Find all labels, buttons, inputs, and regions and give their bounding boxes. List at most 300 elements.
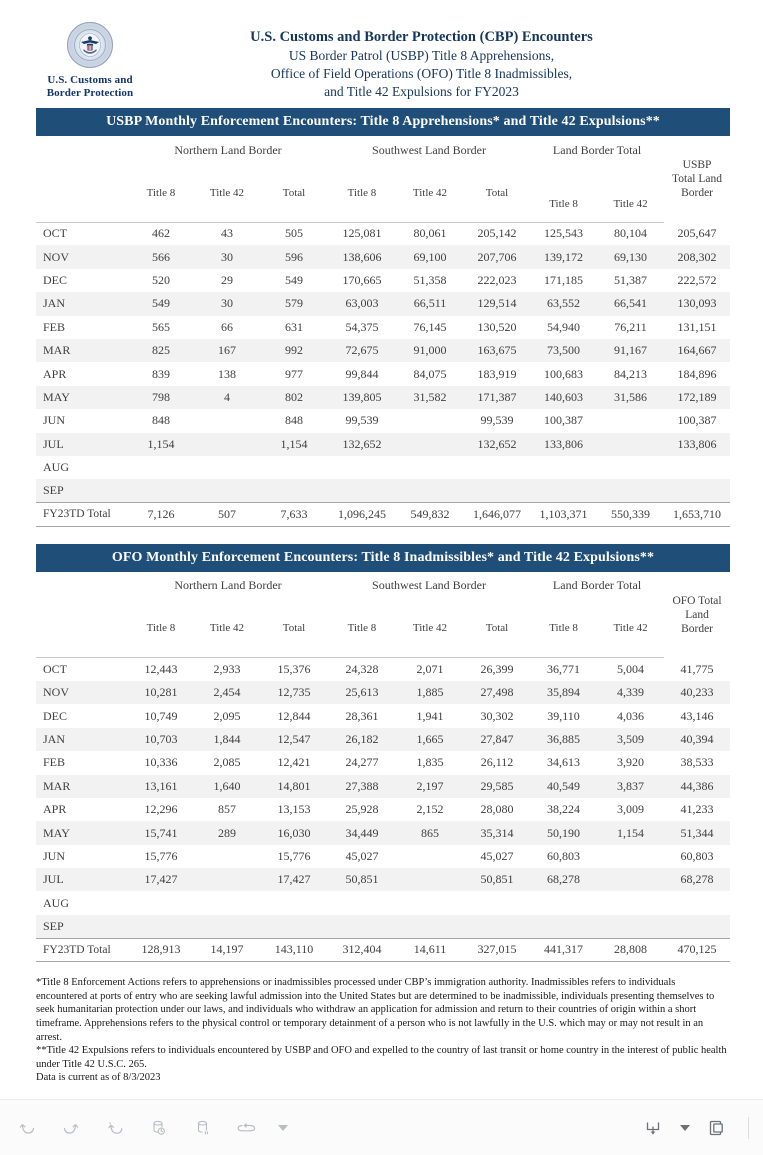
table-row (36, 704, 730, 727)
usbp-grand-line2: Total Land (672, 173, 723, 185)
table-cell (530, 891, 597, 914)
table-row (36, 456, 730, 479)
table-cell: 38,224 (547, 802, 581, 817)
usbp-table-section (0, 108, 763, 527)
table-cell: 289 (194, 821, 260, 844)
document-header (0, 0, 763, 108)
table-cell: 26,112 (480, 755, 514, 770)
table-cell: 205,142 (477, 226, 517, 241)
table-total-cell: 14,611 (396, 938, 464, 961)
table-row (36, 868, 730, 891)
table-cell: 27,847 (464, 728, 530, 751)
table-cell: 35,314 (464, 821, 530, 844)
table-cell (597, 456, 664, 479)
table-cell (597, 479, 664, 502)
table-total-cell: 550,339 (597, 503, 664, 526)
table-cell: 40,233 (664, 681, 730, 704)
table-cell: 51,387 (614, 272, 648, 287)
table-cell: 1,844 (194, 728, 260, 751)
cbp-logo-line2: Border Protection (46, 87, 134, 99)
table-cell: 30,302 (480, 708, 514, 723)
undo-icon[interactable] (14, 1115, 40, 1141)
table-cell: 76,145 (413, 319, 447, 334)
table-cell: 15,776 (144, 848, 178, 863)
table-cell: 3,009 (617, 802, 645, 817)
table-cell: 167 (194, 339, 260, 362)
table-cell: 15,741 (128, 821, 194, 844)
ofo-corner-cell (36, 572, 128, 600)
table-cell: 183,919 (477, 366, 517, 381)
refresh-data-source-icon[interactable] (146, 1115, 172, 1141)
table-cell (128, 915, 194, 938)
table-cell: 1,941 (416, 708, 444, 723)
table-total-cell: 1,646,077 (464, 503, 530, 526)
table-cell: 99,539 (345, 413, 379, 428)
table-row (36, 245, 730, 268)
usbp-sub-n-title8: Title 8 (128, 164, 194, 222)
table-cell: 26,399 (480, 662, 514, 677)
table-spacer (0, 527, 763, 544)
table-cell: 184,896 (677, 366, 717, 381)
table-cell: 3,920 (617, 755, 645, 770)
toolbar-right-group (640, 1115, 749, 1141)
table-cell (260, 891, 328, 914)
usbp-sub-s-title8: Title 8 (328, 164, 396, 222)
table-cell: 40,394 (664, 728, 730, 751)
table-cell (597, 891, 664, 914)
table-row (36, 915, 730, 938)
table-cell: 45,027 (480, 848, 514, 863)
table-cell: 207,706 (464, 245, 530, 268)
table-cell (396, 433, 464, 456)
ofo-sub-n-total: Total (260, 600, 328, 658)
table-cell: 66,541 (597, 292, 664, 315)
toolbar-divider (748, 1117, 749, 1139)
usbp-table-head (36, 136, 730, 222)
table-cell: 68,278 (664, 868, 730, 891)
table-cell: 131,151 (677, 319, 717, 334)
eagle-glyph (78, 32, 102, 58)
table-cell: 798 (128, 386, 194, 409)
ofo-sub-s-total: Total (464, 600, 530, 658)
table-cell: 631 (285, 319, 303, 334)
table-row (36, 316, 730, 339)
table-row (36, 845, 730, 868)
usbp-sub-header-row (36, 164, 730, 222)
table-cell: 17,427 (260, 868, 328, 891)
table-cell: 1,885 (396, 681, 464, 704)
usbp-total-label: FY23TD Total (36, 503, 128, 526)
download-dropdown-caret-icon[interactable] (680, 1125, 690, 1131)
table-cell: 80,104 (614, 226, 648, 241)
usbp-row-month: JUL (36, 433, 128, 456)
table-cell: 35,894 (530, 681, 597, 704)
table-total-cell: 441,317 (530, 938, 597, 961)
table-cell: 839 (152, 366, 170, 381)
table-cell: 549 (128, 292, 194, 315)
table-cell: 566 (128, 245, 194, 268)
usbp-grand-line1: USBP (682, 159, 712, 171)
table-cell (328, 891, 396, 914)
table-cell (194, 479, 260, 502)
ofo-grand-line3: Border (681, 622, 713, 635)
ofo-sub-s-title8: Title 8 (328, 600, 396, 658)
table-cell: 25,613 (328, 681, 396, 704)
table-row (36, 292, 730, 315)
usbp-sub-l-title42: Title 42 (597, 164, 664, 222)
table-cell: 41,233 (680, 802, 714, 817)
table-cell: 99,844 (345, 366, 379, 381)
table-cell: 10,336 (144, 755, 178, 770)
table-cell (597, 433, 664, 456)
ofo-row-month: JAN (36, 728, 128, 751)
table-cell: 4,036 (617, 708, 645, 723)
ofo-row-month: SEP (36, 915, 128, 938)
usbp-group-header-row (36, 136, 730, 164)
ofo-band-title: OFO Monthly Enforcement Encounters: Title 8 Inadmissibles* and Title 42 Expulsions** (36, 544, 730, 572)
table-cell: 2,085 (213, 755, 241, 770)
table-cell: 29 (221, 272, 233, 287)
table-row (36, 269, 730, 292)
table-cell (664, 456, 730, 479)
table-cell: 54,375 (345, 319, 379, 334)
table-cell: 69,100 (396, 245, 464, 268)
usbp-row-month: JUN (43, 413, 66, 428)
table-cell: 140,603 (530, 386, 597, 409)
table-cell (194, 915, 260, 938)
usbp-group-southwest: Southwest Land Border (372, 142, 486, 157)
table-cell: 28,361 (345, 708, 379, 723)
table-cell (396, 456, 464, 479)
usbp-group-northern: Northern Land Border (174, 142, 282, 157)
table-cell: 76,211 (614, 319, 647, 334)
table-cell: 50,190 (530, 821, 597, 844)
table-cell: 100,683 (544, 366, 584, 381)
ofo-month-header (36, 600, 128, 658)
ofo-sub-s-title42: Title 42 (396, 600, 464, 658)
table-total-cell: 507 (194, 503, 260, 526)
table-cell: 848 (285, 413, 303, 428)
usbp-group-grandtotal (664, 136, 730, 222)
table-row (36, 386, 730, 409)
table-cell: 549 (285, 272, 303, 287)
table-cell: 30 (194, 292, 260, 315)
table-cell: 130,093 (664, 292, 730, 315)
ofo-row-month: AUG (43, 895, 69, 910)
table-cell (396, 479, 464, 502)
ofo-row-month: MAY (36, 821, 128, 844)
table-cell: 54,940 (547, 319, 581, 334)
table-cell (464, 456, 530, 479)
table-cell: 63,003 (328, 292, 396, 315)
table-cell: 26,182 (328, 728, 396, 751)
toolbar-left-group (14, 1115, 288, 1141)
redo-icon[interactable] (58, 1115, 84, 1141)
table-cell: 34,449 (328, 821, 396, 844)
table-cell: 73,500 (530, 339, 597, 362)
table-row (36, 339, 730, 362)
table-row (36, 891, 730, 914)
ofo-sub-l-title42: Title 42 (597, 600, 664, 658)
usbp-row-month: OCT (43, 226, 67, 241)
table-cell: 66 (221, 319, 233, 334)
table-cell: 66,511 (396, 292, 464, 315)
table-row (36, 798, 730, 821)
table-cell: 24,277 (345, 755, 379, 770)
table-cell: 12,296 (144, 802, 178, 817)
table-cell: 41,775 (680, 661, 714, 676)
table-total-cell: 312,404 (328, 938, 396, 961)
table-cell (260, 479, 328, 502)
table-cell (128, 479, 194, 502)
table-cell: 25,928 (345, 802, 379, 817)
ofo-grand-line2: Land (685, 608, 709, 621)
table-cell: 802 (260, 386, 328, 409)
title-line2: US Border Patrol (USBP) Title 8 Apprehensions, (288, 48, 555, 63)
table-cell: 520 (152, 272, 170, 287)
table-cell: 1,665 (396, 728, 464, 751)
table-row (36, 728, 730, 751)
table-cell: 12,844 (277, 708, 311, 723)
footnotes (0, 962, 763, 1085)
table-cell: 29,585 (464, 775, 530, 798)
table-cell: 27,388 (328, 775, 396, 798)
table-cell (464, 915, 530, 938)
table-cell (128, 891, 194, 914)
table-cell (194, 433, 260, 456)
table-cell (396, 891, 464, 914)
table-cell: 125,543 (544, 226, 584, 241)
table-cell: 1,640 (194, 775, 260, 798)
table-cell (597, 845, 664, 868)
table-cell (464, 891, 530, 914)
table-total-cell: 1,096,245 (328, 503, 396, 526)
pause-automatic-updates-icon[interactable] (190, 1115, 216, 1141)
table-row (36, 362, 730, 385)
table-cell (194, 456, 260, 479)
table-total-cell: 28,808 (597, 938, 664, 961)
reset-icon[interactable] (102, 1115, 128, 1141)
ofo-row-month: OCT (43, 662, 67, 677)
table-cell (396, 868, 464, 891)
table-total-row (36, 503, 730, 526)
table-cell: 505 (285, 226, 303, 241)
table-cell: 68,278 (530, 868, 597, 891)
footnote-title8: *Title 8 Enforcement Actions refers to apprehensions or inadmissibles processed under CBP’s immigration authority. Inadmissibles refers to individuals encountered at ports of entry who are seeking lawful admission into the United States but are determined to be inadmissible, individuals presenting themselves to seek humanitarian protection under our laws, and individuals who withdraw an application for admission and return to their countries of origin within a short timeframe. Apprehensions refers to the physical control or temporary detainment of a person who is not lawfully in the U.S. which may or may not result in an arrest. (36, 977, 715, 1043)
table-cell: 2,933 (213, 662, 241, 677)
table-cell (194, 868, 260, 891)
ofo-row-month: NOV (36, 681, 128, 704)
duplicate-share-icon[interactable] (704, 1115, 730, 1141)
table-cell: 1,154 (597, 821, 664, 844)
table-cell: 15,376 (277, 662, 311, 677)
table-cell: 1,154 (128, 433, 194, 456)
usbp-row-month: SEP (36, 479, 128, 502)
ofo-row-month: FEB (43, 755, 66, 770)
table-total-cell: 1,653,710 (664, 503, 730, 526)
table-cell: 579 (260, 292, 328, 315)
table-cell: 139,805 (328, 386, 396, 409)
title-line4: and Title 42 Expulsions for FY2023 (324, 84, 519, 99)
table-cell: 992 (260, 339, 328, 362)
table-cell: 977 (285, 366, 303, 381)
table-cell: 3,509 (597, 728, 664, 751)
table-cell: 171,387 (464, 386, 530, 409)
table-total-cell: 470,125 (664, 938, 730, 961)
table-cell: 172,189 (664, 386, 730, 409)
ofo-sub-header-row (36, 600, 730, 658)
table-total-cell: 143,110 (260, 938, 328, 961)
table-cell: 208,302 (664, 245, 730, 268)
table-cell: 31,582 (396, 386, 464, 409)
table-row (36, 658, 730, 681)
usbp-sub-n-title42: Title 42 (194, 164, 260, 222)
usbp-corner-cell (36, 136, 128, 164)
table-cell: 171,185 (544, 272, 584, 287)
usbp-row-month: FEB (43, 319, 66, 334)
table-cell: 80,061 (413, 226, 447, 241)
table-row (36, 479, 730, 502)
table-cell: 91,000 (396, 339, 464, 362)
table-cell: 164,667 (664, 339, 730, 362)
table-cell: 138 (218, 366, 236, 381)
table-cell: 133,806 (664, 433, 730, 456)
table-cell: 43 (221, 226, 233, 241)
table-total-cell: 549,832 (396, 503, 464, 526)
table-cell: 4,339 (597, 681, 664, 704)
table-cell: 3,837 (597, 775, 664, 798)
cbp-logo (0, 18, 180, 100)
table-cell: 69,130 (597, 245, 664, 268)
table-cell: 36,771 (547, 662, 581, 677)
usbp-band-title: USBP Monthly Enforcement Encounters: Title 8 Apprehensions* and Title 42 Expulsions** (36, 108, 730, 136)
title-main: U.S. Customs and Border Protection (CBP) Encounters (250, 29, 593, 45)
table-cell: 38,533 (680, 755, 714, 770)
table-cell: 865 (396, 821, 464, 844)
usbp-table-body (36, 222, 730, 526)
table-cell: 12,421 (277, 755, 311, 770)
table-cell: 133,806 (530, 433, 597, 456)
ofo-group-header-row (36, 572, 730, 600)
table-cell (328, 915, 396, 938)
table-cell: 10,281 (128, 681, 194, 704)
table-cell: 857 (218, 802, 236, 817)
table-row (36, 751, 730, 774)
table-cell (530, 915, 597, 938)
table-cell (464, 479, 530, 502)
usbp-table (36, 136, 730, 527)
table-cell: 205,647 (677, 226, 717, 241)
table-cell: 130,520 (477, 319, 517, 334)
table-cell (597, 915, 664, 938)
table-cell: 15,776 (277, 848, 311, 863)
ofo-sub-n-title8: Title 8 (128, 600, 194, 658)
table-cell: 24,328 (345, 662, 379, 677)
table-cell: 100,387 (544, 413, 584, 428)
table-total-cell: 128,913 (128, 938, 194, 961)
table-cell: 14,801 (260, 775, 328, 798)
table-cell: 13,153 (277, 802, 311, 817)
download-icon[interactable] (640, 1115, 666, 1141)
revert-icon[interactable] (234, 1115, 260, 1141)
table-cell: 825 (128, 339, 194, 362)
table-cell (260, 456, 328, 479)
table-cell: 1,835 (416, 755, 444, 770)
table-cell: 2,071 (416, 662, 444, 677)
table-cell: 84,075 (413, 366, 447, 381)
table-cell: 12,547 (260, 728, 328, 751)
table-cell: 51,358 (413, 272, 447, 287)
ofo-total-label: FY23TD Total (36, 938, 128, 961)
ofo-group-northern: Northern Land Border (174, 578, 282, 593)
table-total-cell: 14,197 (194, 938, 260, 961)
table-cell: 132,652 (464, 433, 530, 456)
table-cell: 2,454 (194, 681, 260, 704)
usbp-row-month: DEC (43, 272, 67, 287)
table-cell: 50,851 (464, 868, 530, 891)
table-cell: 84,213 (614, 366, 648, 381)
table-cell: 51,344 (664, 821, 730, 844)
table-cell (194, 409, 260, 432)
table-cell: 2,197 (396, 775, 464, 798)
table-cell: 129,514 (464, 292, 530, 315)
usbp-sub-s-total: Total (464, 164, 530, 222)
table-cell: 848 (152, 413, 170, 428)
revert-dropdown-caret-icon[interactable] (278, 1125, 288, 1131)
table-cell: 60,803 (680, 848, 714, 863)
table-cell (664, 479, 730, 502)
table-cell: 16,030 (260, 821, 328, 844)
table-row (36, 821, 730, 844)
table-cell: 45,027 (345, 848, 379, 863)
ofo-sub-n-title42: Title 42 (194, 600, 260, 658)
table-cell: 34,613 (547, 755, 581, 770)
table-cell: 462 (152, 226, 170, 241)
table-cell: 50,851 (328, 868, 396, 891)
table-row (36, 409, 730, 432)
table-cell (396, 409, 464, 432)
table-cell (597, 868, 664, 891)
ofo-group-landtotal: Land Border Total (552, 578, 642, 593)
table-total-cell: 7,633 (260, 503, 328, 526)
table-cell: 222,023 (477, 272, 517, 287)
table-cell (128, 456, 194, 479)
usbp-group-landtotal: Land Border Total (552, 142, 642, 157)
usbp-sub-l-title8: Title 8 (530, 164, 597, 222)
table-row (36, 433, 730, 456)
usbp-sub-n-total: Total (260, 164, 328, 222)
footnote-data-current: Data is current as of 8/3/2023 (36, 1072, 161, 1084)
cbp-logo-text (47, 74, 134, 100)
table-cell (664, 915, 730, 938)
table-cell: 12,443 (144, 662, 178, 677)
table-row (36, 681, 730, 704)
table-cell (194, 891, 260, 914)
table-cell: 139,172 (530, 245, 597, 268)
table-cell (260, 915, 328, 938)
table-cell: 31,586 (597, 386, 664, 409)
table-cell: 13,161 (128, 775, 194, 798)
usbp-row-month: NOV (36, 245, 128, 268)
table-cell: 596 (260, 245, 328, 268)
cbp-logo-line1: U.S. Customs and (47, 74, 133, 86)
table-row (36, 222, 730, 245)
table-cell: 17,427 (128, 868, 194, 891)
table-cell: 44,386 (664, 775, 730, 798)
table-cell (530, 479, 597, 502)
ofo-group-southwest: Southwest Land Border (372, 578, 486, 593)
table-cell: 565 (152, 319, 170, 334)
